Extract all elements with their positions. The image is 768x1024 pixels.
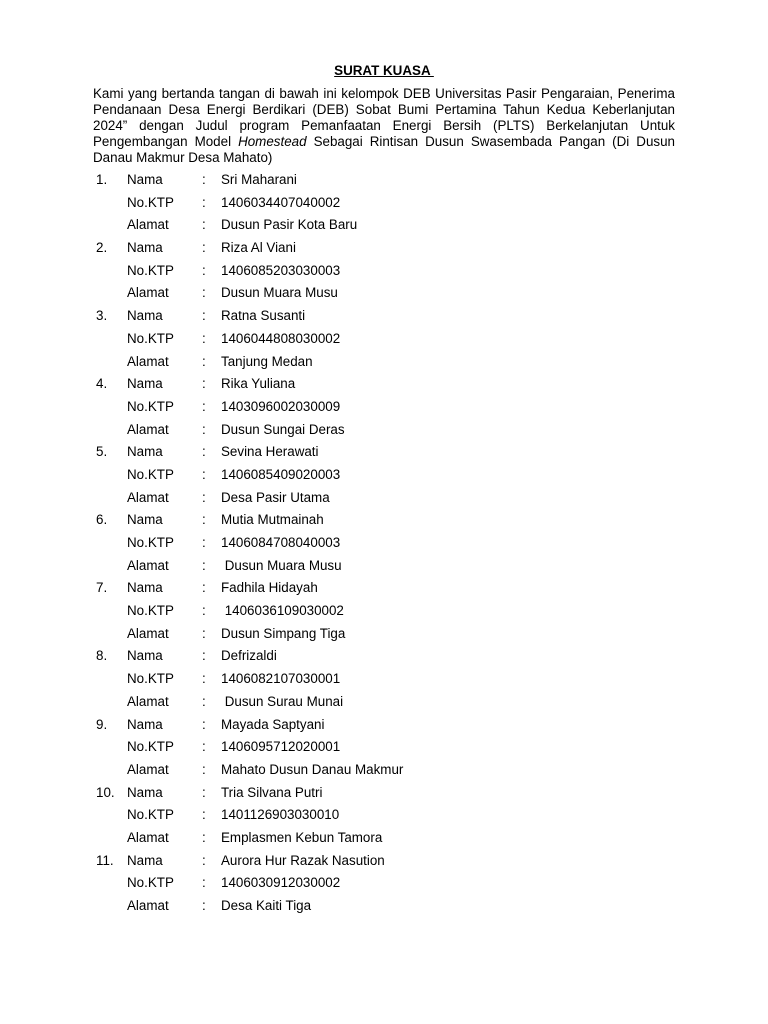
field-colon: : <box>202 240 206 256</box>
field-colon: : <box>202 466 206 482</box>
member-number: 9. <box>96 716 108 732</box>
field-colon: : <box>202 625 206 641</box>
member-address-value: Emplasmen Kebun Tamora <box>221 829 383 845</box>
field-label-ktp: No.KTP <box>127 807 174 823</box>
field-label-address: Alamat <box>127 489 169 505</box>
member-ktp-value: 1406095712020001 <box>221 739 341 755</box>
field-label-address: Alamat <box>127 829 169 845</box>
field-label-address: Alamat <box>127 421 169 437</box>
field-colon: : <box>202 648 206 664</box>
member-ktp-value: 1406085203030003 <box>221 262 341 278</box>
field-label-ktp: No.KTP <box>127 535 174 550</box>
field-label-name: Nama <box>127 784 163 800</box>
field-colon: : <box>202 285 206 301</box>
member-name-value: Aurora Hur Razak Nasution <box>221 852 385 868</box>
member-number: 7. <box>96 580 108 596</box>
member-ktp-value: 1406036109030002 <box>221 603 344 619</box>
member-address-row <box>0 692 768 715</box>
field-label-ktp: No.KTP <box>127 262 174 278</box>
member-name-row <box>0 783 768 806</box>
member-number: 8. <box>96 648 108 664</box>
member-address-value: Dusun Surau Munai <box>221 693 344 709</box>
field-label-ktp: No.KTP <box>127 603 174 619</box>
field-colon: : <box>202 603 206 619</box>
member-number: 3. <box>96 308 108 324</box>
member-name-value: Ratna Susanti <box>221 308 306 324</box>
member-ktp-value: 1401126903030010 <box>221 807 340 823</box>
member-name-row <box>0 578 768 601</box>
member-ktp-value: 1406085409020003 <box>221 466 341 482</box>
field-label-address: Alamat <box>127 557 169 573</box>
member-name-value: Sevina Herawati <box>221 444 319 460</box>
intro-text-part1: Kami yang bertanda tangan di bawah ini kelompok DEB Universitas Pasir Pengaraian, Penerima Pendanaan Desa Energi Berdikari (DEB) Sobat Bumi Pertamina Tahun Kedua Keberlanjutan 2024” dengan Judul program Pemanfaatan Energi Bersih (PLTS) Berkelanjutan Untuk Pengembangan Model <box>93 86 675 149</box>
member-ktp-row <box>0 873 768 896</box>
member-address-row <box>0 283 768 306</box>
field-colon: : <box>202 784 206 800</box>
member-name-row <box>0 510 768 533</box>
member-number: 11. <box>96 852 114 868</box>
field-colon: : <box>202 194 206 210</box>
member-name-row <box>0 646 768 669</box>
member-name-value: Mayada Saptyani <box>221 716 325 732</box>
member-ktp-row <box>0 397 768 420</box>
member-ktp-row <box>0 261 768 284</box>
member-address-row <box>0 760 768 783</box>
field-label-address: Alamat <box>127 898 169 913</box>
field-label-name: Nama <box>127 512 163 528</box>
member-ktp-row <box>0 533 768 556</box>
field-label-ktp: No.KTP <box>127 739 174 755</box>
field-colon: : <box>202 262 206 278</box>
field-colon: : <box>202 172 206 187</box>
field-label-address: Alamat <box>127 353 169 369</box>
field-colon: : <box>202 807 206 823</box>
member-name-value: Sri Maharani <box>221 172 297 187</box>
field-colon: : <box>202 376 206 392</box>
field-colon: : <box>202 739 206 755</box>
member-name-row <box>0 851 768 874</box>
field-colon: : <box>202 852 206 868</box>
member-name-value: Rika Yuliana <box>221 376 296 392</box>
member-address-value: Mahato Dusun Danau Makmur <box>221 761 404 777</box>
member-name-row <box>0 238 768 261</box>
member-name-value: Fadhila Hidayah <box>221 580 318 596</box>
field-label-address: Alamat <box>127 625 169 641</box>
field-colon: : <box>202 761 206 777</box>
member-number: 6. <box>96 512 108 528</box>
member-list <box>0 170 768 919</box>
field-colon: : <box>202 829 206 845</box>
member-ktp-value: 1406084708040003 <box>221 535 341 550</box>
field-colon: : <box>202 444 206 460</box>
field-colon: : <box>202 217 206 233</box>
field-label-ktp: No.KTP <box>127 194 174 210</box>
member-name-row <box>0 374 768 397</box>
member-address-value: Dusun Muara Musu <box>221 285 338 301</box>
member-name-row <box>0 170 768 193</box>
member-address-row <box>0 352 768 375</box>
field-colon: : <box>202 875 206 891</box>
member-ktp-value: 1406044808030002 <box>221 330 341 346</box>
member-number: 5. <box>96 444 108 460</box>
member-name-value: Defrizaldi <box>221 648 277 664</box>
field-colon: : <box>202 716 206 732</box>
field-label-name: Nama <box>127 172 163 187</box>
member-address-row <box>0 624 768 647</box>
member-address-value: Dusun Simpang Tiga <box>221 625 346 641</box>
field-colon: : <box>202 330 206 346</box>
field-label-address: Alamat <box>127 285 169 301</box>
member-address-row <box>0 896 768 919</box>
member-ktp-value: 1406034407040002 <box>221 194 341 210</box>
field-colon: : <box>202 693 206 709</box>
field-colon: : <box>202 489 206 505</box>
field-colon: : <box>202 580 206 596</box>
field-label-name: Nama <box>127 716 163 732</box>
member-address-value: Desa Kaiti Tiga <box>221 898 312 913</box>
member-address-row <box>0 828 768 851</box>
member-address-row <box>0 556 768 579</box>
field-label-ktp: No.KTP <box>127 330 174 346</box>
field-label-address: Alamat <box>127 693 169 709</box>
member-ktp-row <box>0 329 768 352</box>
field-colon: : <box>202 308 206 324</box>
field-label-ktp: No.KTP <box>127 466 174 482</box>
member-ktp-row <box>0 465 768 488</box>
intro-text-part2: Sebagai Rintisan Dusun Swasembada Pangan (Di Dusun Danau Makmur Desa Mahato) <box>93 134 675 165</box>
field-label-ktp: No.KTP <box>127 398 174 414</box>
member-address-value: Dusun Muara Musu <box>221 557 342 573</box>
field-colon: : <box>202 421 206 437</box>
member-ktp-row <box>0 805 768 828</box>
document-title: SURAT KUASA <box>334 63 434 78</box>
member-ktp-value: 1406030912030002 <box>221 875 341 891</box>
field-colon: : <box>202 512 206 528</box>
member-address-row <box>0 420 768 443</box>
member-address-value: Desa Pasir Utama <box>221 489 330 505</box>
member-number: 10. <box>96 784 115 800</box>
member-address-row <box>0 488 768 511</box>
member-address-value: Dusun Pasir Kota Baru <box>221 217 358 233</box>
field-label-name: Nama <box>127 580 163 596</box>
field-label-ktp: No.KTP <box>127 875 174 891</box>
member-number: 4. <box>96 376 108 392</box>
field-colon: : <box>202 398 206 414</box>
member-ktp-value: 1403096002030009 <box>221 398 341 414</box>
field-label-name: Nama <box>127 852 163 868</box>
field-label-address: Alamat <box>127 761 169 777</box>
field-colon: : <box>202 557 206 573</box>
member-ktp-row <box>0 601 768 624</box>
field-label-name: Nama <box>127 308 163 324</box>
member-name-row <box>0 306 768 329</box>
field-colon: : <box>202 671 206 687</box>
member-name-value: Riza Al Viani <box>221 240 296 256</box>
member-name-row <box>0 442 768 465</box>
field-label-name: Nama <box>127 376 163 392</box>
field-label-address: Alamat <box>127 217 169 233</box>
intro-text-italic: Homestead <box>238 134 307 149</box>
field-label-name: Nama <box>127 648 163 664</box>
field-label-name: Nama <box>127 240 163 256</box>
member-ktp-value: 1406082107030001 <box>221 671 341 687</box>
member-name-value: Tria Silvana Putri <box>221 784 323 800</box>
member-ktp-row <box>0 669 768 692</box>
field-label-name: Nama <box>127 444 163 460</box>
member-address-value: Tanjung Medan <box>221 353 313 369</box>
member-ktp-row <box>0 737 768 760</box>
member-ktp-row <box>0 193 768 216</box>
member-name-row <box>0 715 768 738</box>
field-label-ktp: No.KTP <box>127 671 174 687</box>
member-address-row <box>0 215 768 238</box>
member-number: 1. <box>96 172 108 187</box>
member-address-value: Dusun Sungai Deras <box>221 421 345 437</box>
member-name-value: Mutia Mutmainah <box>221 512 324 528</box>
member-number: 2. <box>96 240 108 256</box>
intro-paragraph <box>93 86 675 166</box>
field-colon: : <box>202 353 206 369</box>
field-colon: : <box>202 535 206 550</box>
field-colon: : <box>202 898 206 913</box>
